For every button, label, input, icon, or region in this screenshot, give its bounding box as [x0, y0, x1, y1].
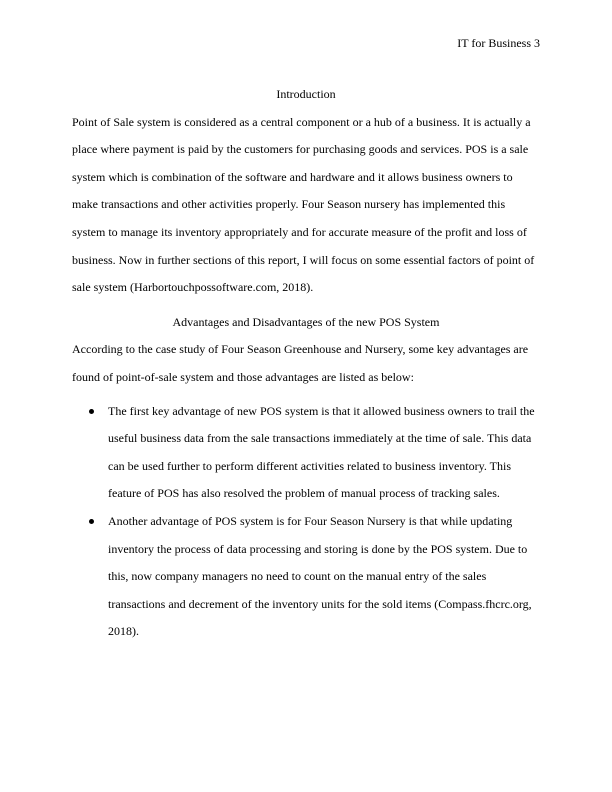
- advantages-list: [72, 398, 540, 646]
- running-head: IT for Business 3: [457, 36, 540, 50]
- bullet-icon: [89, 409, 94, 414]
- advantages-heading: Advantages and Disadvantages of the new POS System: [172, 314, 440, 329]
- list-item-text: The first key advantage of new POS system is that it allowed business owners to trail the useful business data from the sale transactions immediately at the time of sale. This data can be used further to perform different activities related to business inventory. This feature of POS has also resolved the problem of manual process of tracking sales.: [108, 403, 535, 501]
- introduction-paragraph: Point of Sale system is considered as a central component or a hub of a business. It is actually a place where payment is paid by the customers for purchasing goods and services. POS is a sale system which is combination of the software and hardware and it allows business owners to make transactions and other activities properly. Four Season nursery has implemented this system to manage its inventory appropriately and for accurate measure of the profit and loss of business. Now in further sections of this report, I will focus on some essential factors of point of sale system (Harbortouchpossoftware.com, 2018).: [72, 114, 535, 295]
- bullet-icon: [89, 519, 94, 524]
- advantages-paragraph: According to the case study of Four Season Greenhouse and Nursery, some key advantages are found of point-of-sale system and those advantages are listed as below:: [72, 342, 529, 384]
- page-body: [72, 81, 540, 646]
- list-item: [72, 508, 540, 646]
- list-item: [72, 398, 540, 508]
- section-spacer: [72, 302, 540, 309]
- list-item-text: Another advantage of POS system is for Four Season Nursery is that while updating inventory the process of data processing and storing is done by the POS system. Due to this, now company managers no need to count on the manual entry of the sales transactions and decrement of the inventory units for the sold items (Compass.fhcrc.org, 2018).: [108, 513, 532, 639]
- introduction-heading: Introduction: [276, 87, 336, 101]
